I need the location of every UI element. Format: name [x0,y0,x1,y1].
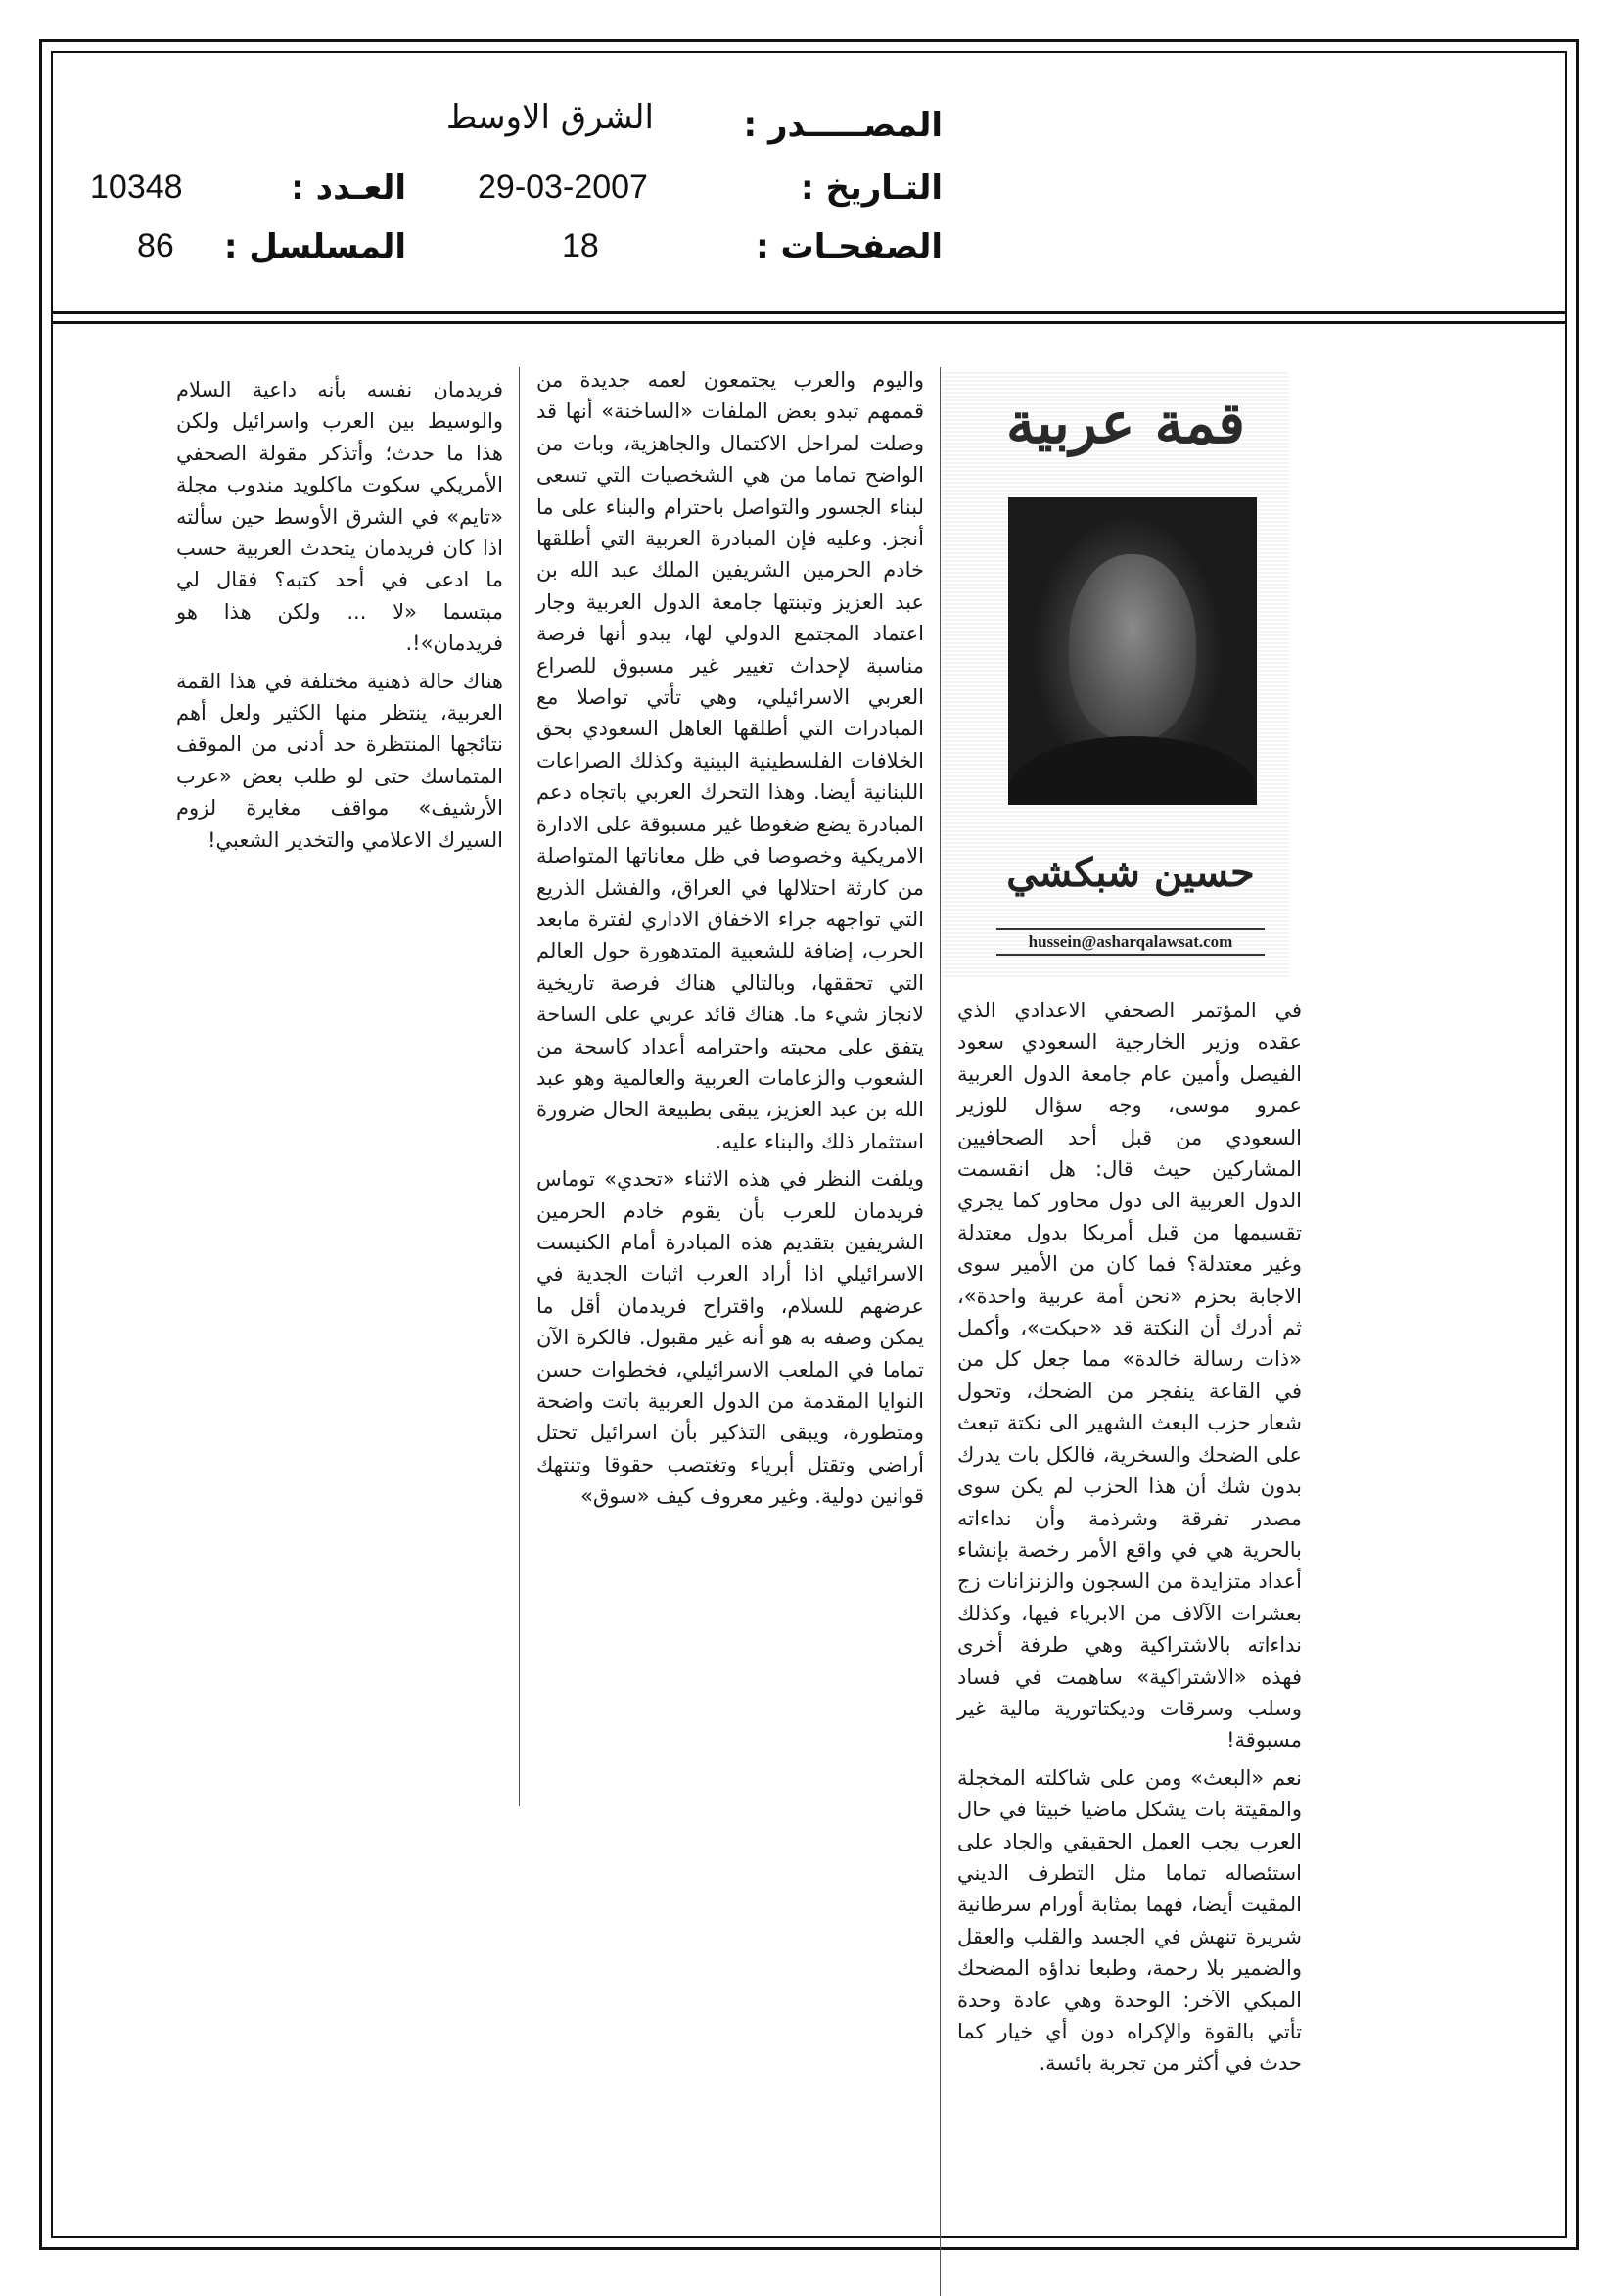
serial-value: 86 [137,227,174,264]
article-column-3 [176,374,503,862]
author-shoulders [1008,736,1257,805]
column-rule-2 [519,367,520,1806]
pages-value: 18 [562,227,599,264]
article-column-1 [957,995,1302,2085]
serial-label: المسلسل : [223,227,406,266]
paragraph: هناك حالة ذهنية مختلفة في هذا القمة العربية، ينتظر منها الكثير ولعل أهم نتائجها المنتظرة حد أدنى من الموقف المتماسك حتى لو طلب بعض «عرب الأرشيف» مواقف مغايرة لزوم السيرك الاعلامي والتخدير الشعبي! [176,669,503,852]
author-email: hussein@asharqalawsat.com [996,928,1265,956]
article-column-2 [536,364,924,1519]
source-value: الشرق الاوسط [445,98,654,137]
header-divider-top [51,311,1567,314]
author-face [1069,554,1196,740]
author-byline: حسين شبكشي [1006,850,1255,896]
source-label: المصـــــدر : [743,106,943,145]
date-label: التـاريخ : [801,168,943,208]
column-rule-1 [940,367,941,2296]
article-headline: قمة عربية [1006,390,1245,456]
paragraph: فريدمان نفسه بأنه داعية السلام والوسيط بين العرب واسرائيل ولكن هذا ما حدث؛ وأتذكر مقولة الصحفي الأمريكي سكوت ماكلويد مندوب مجلة «تايم» في الشرق الأوسط حين سألته اذا كان فريدمان يتحدث العربية حسب ما ادعى في أحد كتبه؟ فقال لي مبتسما «لا ... ولكن هذا هو فريدمان»!. [176,378,503,656]
author-photo [1008,497,1257,805]
date-value: 29-03-2007 [478,168,648,206]
pages-label: الصفحـات : [756,227,943,266]
paragraph: نعم «البعث» ومن على شاكلته المخجلة والمقيتة بات يشكل ماضيا خبيثا في حال العرب يجب العمل الحقيقي والجاد على استئصاله تماما مثل التطرف الديني المقيت أيضا، فهما بمثابة أورام سرطانية شريرة تنهش في الجسد والقلب والعقل والضمير بلا رحمة، وطبعا نداؤه المضحك المبكي الآخر: الوحدة وهي عادة وحدة تأتي بالقوة والإكراه دون أي خيار كما حدث في أكثر من تجربة بائسة. [957,1765,1302,2076]
paragraph: ويلفت النظر في هذه الاثناء «تحدي» توماس فريدمان للعرب بأن يقوم خادم الحرمين الشريفين بتقديم هذه المبادرة أمام الكنيست الاسرائيلي اذا أراد العرب اثبات الجدية في عرضهم للسلام، واقتراح فريدمان أقل ما يمكن وصفه به هو أنه غير مقبول. فالكرة الآن تماما في الملعب الاسرائيلي، فخطوات حسن النوايا المقدمة من الدول العربية باتت واضحة ومتطورة، ويبقى التذكير بأن اسرائيل تحتل أراضي وتقتل أبرياء وتغتصب حقوقا وتنتهك قوانين دولية. وغير معروف كيف «سوق» [536,1167,924,1509]
issue-value: 10348 [90,168,183,206]
paragraph: في المؤتمر الصحفي الاعدادي الذي عقده وزير الخارجية السعودي سعود الفيصل وأمين عام جامعة الدول العربية عمرو موسى، وجه سؤال للوزير السعودي من قبل أحد الصحافيين المشاركين حيث قال: هل انقسمت الدول العربية الى دول محاور كما يجري تقسيمها من قبل أمريكا بدول معتدلة وغير معتدلة؟ فما كان من الأمير سوى الاجابة بحزم «نحن أمة عربية واحدة»، ثم أدرك أن النكتة قد «حبكت»، وأكمل «ذات رسالة خالدة» مما جعل كل من في القاعة ينفجر من الضحك، وتحول شعار حزب البعث الشهير الى نكتة تبعث على الضحك والسخرية، فالكل بات يدرك بدون شك أن هذا الحزب لم يكن سوى مصدر تفرقة وشرذمة وأن نداءاته بالحرية هي في واقع الأمر رخصة بإنشاء أعداد متزايدة من السجون والزنزانات زج بعشرات الآلاف من الابرياء فيها، وكذلك نداءاته بالاشتراكية وهي طرفة أخرى فهذه «الاشتراكية» ساهمت في فساد وسلب وسرقات وديكتاتورية مالية غير مسبوقة! [957,999,1302,1753]
issue-label: العـدد : [291,168,406,208]
header-divider-bottom [51,321,1567,324]
paragraph: واليوم والعرب يجتمعون لعمه جديدة من قممهم تبدو بعض الملفات «الساخنة» أنها قد وصلت لمراحل الاكتمال والجاهزية، وبات من الواضح تماما من هي الشخصيات التي تسعى لبناء الجسور والتواصل باحترام والبناء على ما أنجز. وعليه فإن المبادرة العربية التي أطلقها خادم الحرمين الشريفين الملك عبد الله بن عبد العزيز وتبنتها جامعة الدول العربية وجار اعتماد المجتمع الدولي لها، يبدو أنها فرصة مناسبة لإحداث تغيير غير مسبوق للصراع العربي الاسرائيلي، وهي تأتي تواصلا مع المبادرات التي أطلقها العاهل السعودي بحق الخلافات الفلسطينية البينية وكذلك الصراعات اللبنانية أيضا. وهذا التحرك العربي باتجاه دعم المبادرة يضع ضغوطا غير مسبوقة على الادارة الامريكية وخصوصا في ظل معاناتها المتواصلة من كارثة احتلالها في العراق، والفشل الذريع التي تواجهه جراء الاخفاق الاداري لفترة مابعد الحرب، إضافة للشعبية المتدهورة حول العالم التي تحققها، وبالتالي هناك فرصة تاريخية لانجاز شيء ما. هناك قائد عربي على الساحة يتفق على محبته واحترامه أعداد كاسحة من الشعوب والزعامات العربية والعالمية وهو عبد الله بن عبد العزيز، يبقى بطبيعة الحال ضرورة استثمار ذلك والبناء عليه. [536,368,924,1153]
